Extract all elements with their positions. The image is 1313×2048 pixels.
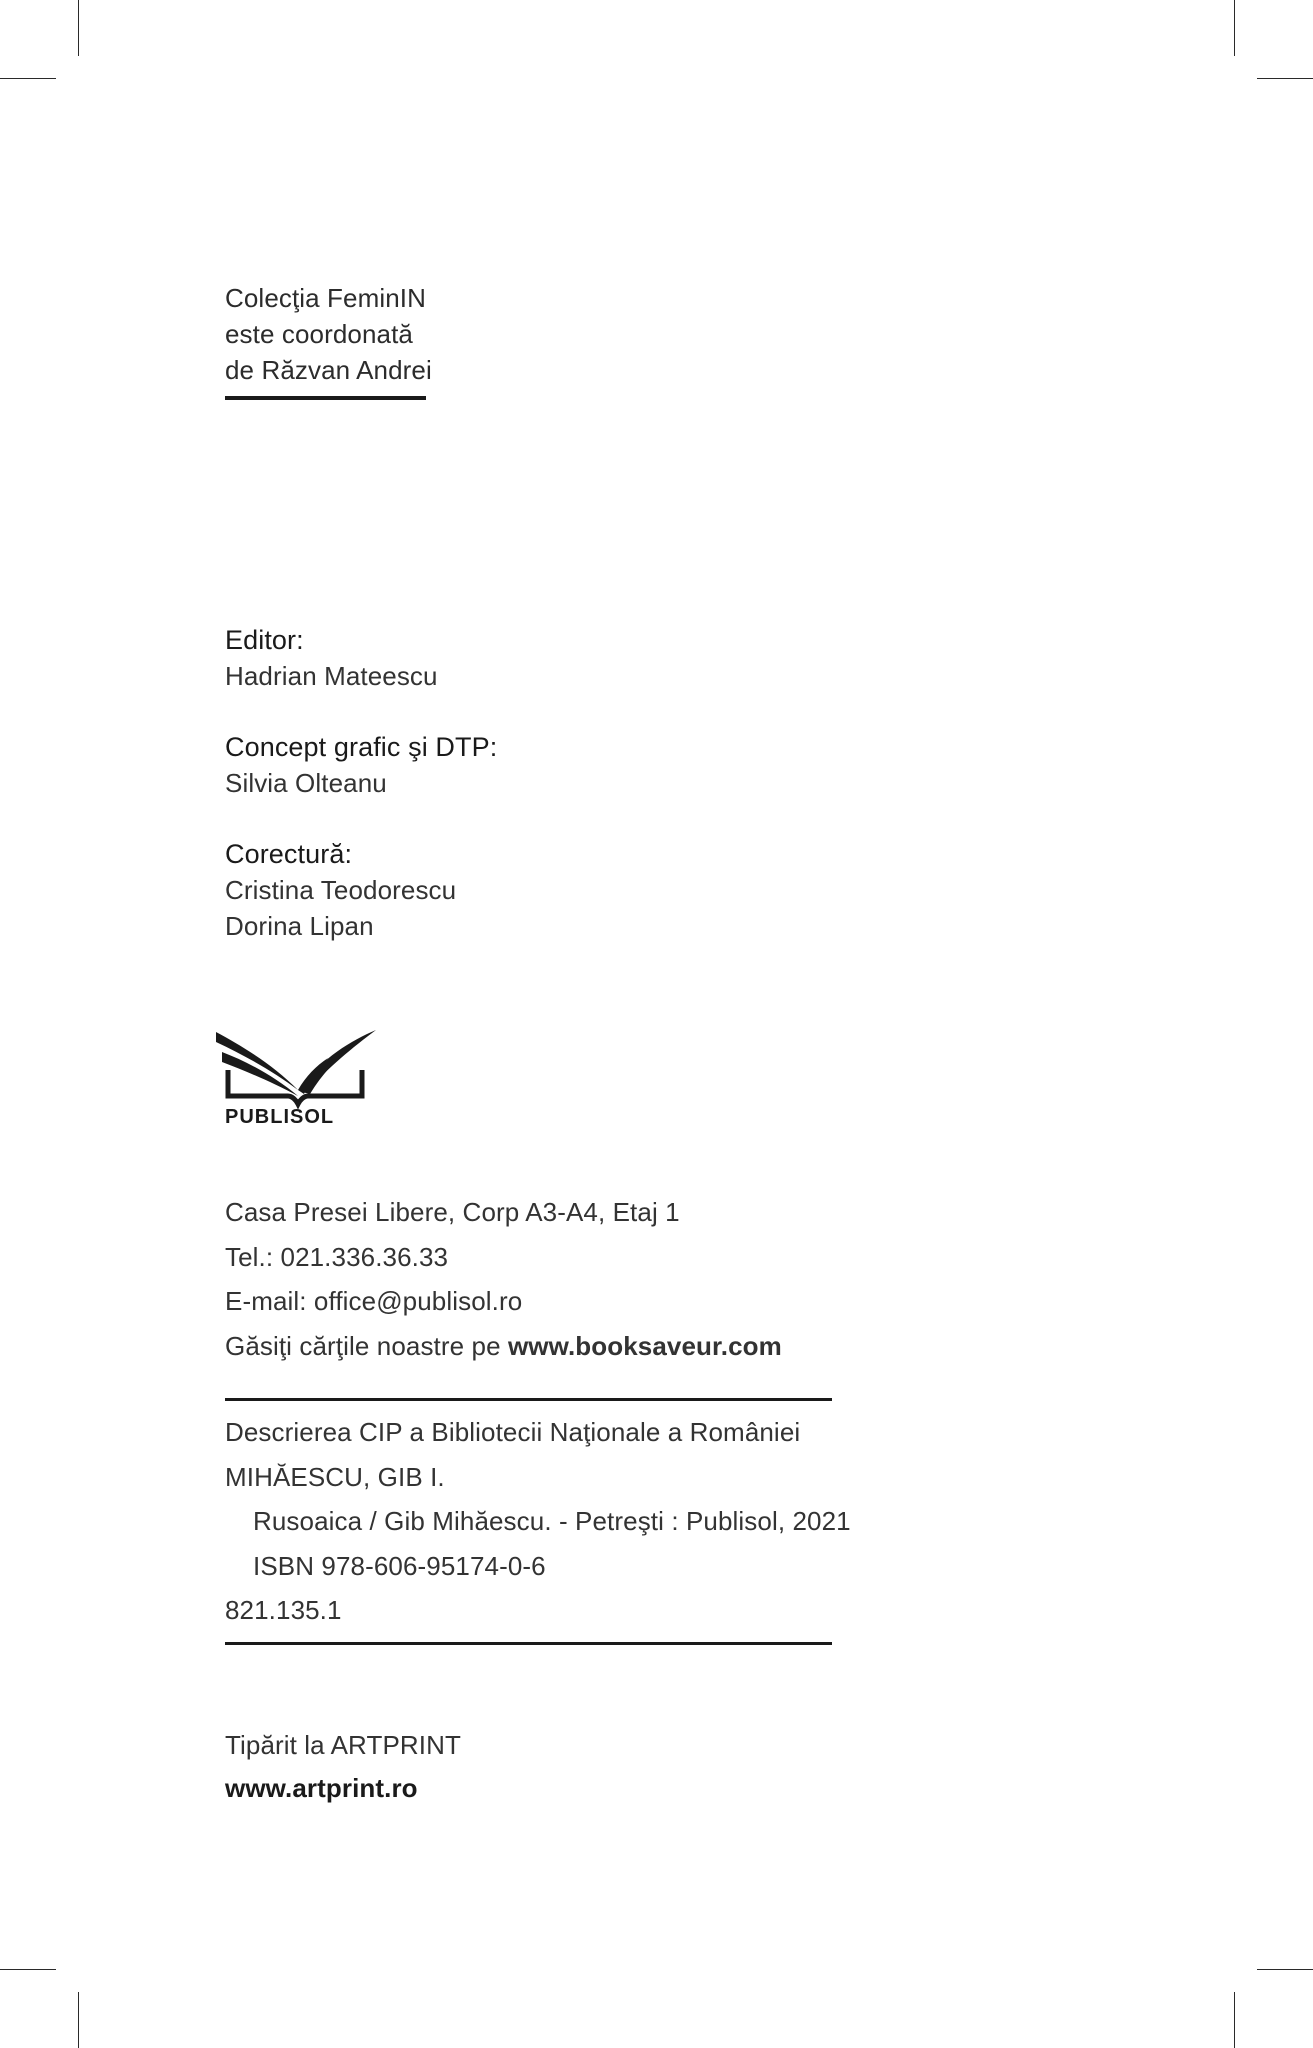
address: Casa Presei Libere, Corp A3-A4, Etaj 1 <box>225 1197 680 1227</box>
cip-isbn: ISBN 978-606-95174-0-6 <box>253 1550 546 1581</box>
publisher-contact <box>225 1190 782 1368</box>
crop-mark <box>1257 1969 1313 1970</box>
collection-line: este coordonată <box>225 319 413 349</box>
editor-label: Editor: <box>225 625 304 655</box>
find-books-line <box>225 1324 782 1369</box>
printer-info <box>225 1724 461 1810</box>
crop-mark <box>0 78 56 79</box>
divider <box>225 1642 832 1645</box>
crop-mark <box>78 1992 79 2048</box>
artprint-link[interactable]: www.artprint.ro <box>225 1773 418 1803</box>
crop-mark <box>1257 78 1313 79</box>
collection-note <box>225 280 432 400</box>
crop-mark <box>1234 0 1235 56</box>
cip-title: Descrierea CIP a Bibliotecii Naţionale a României <box>225 1417 801 1447</box>
crop-mark <box>1234 1992 1235 2048</box>
booksaveur-link[interactable]: www.booksaveur.com <box>507 1330 782 1361</box>
editor-name: Hadrian Mateescu <box>225 661 438 691</box>
credits <box>225 622 497 944</box>
cip-udc: 821.135.1 <box>225 1595 342 1625</box>
collection-line: Colecţia FeminIN <box>225 283 426 313</box>
divider <box>225 1398 832 1401</box>
phone: Tel.: 021.336.36.33 <box>225 1241 449 1272</box>
crop-mark <box>0 1969 56 1970</box>
crop-mark <box>78 0 79 56</box>
proof-name: Dorina Lipan <box>225 911 374 941</box>
printed-at: Tipărit la ARTPRINT <box>225 1730 461 1760</box>
design-label: Concept grafic şi DTP: <box>225 732 498 762</box>
collection-line: de Răzvan Andrei <box>225 355 432 385</box>
email: E-mail: office@publisol.ro <box>225 1286 523 1316</box>
proof-name: Cristina Teodorescu <box>225 875 457 905</box>
design-name: Silvia Olteanu <box>225 768 387 798</box>
proof-label: Corectură: <box>225 839 353 869</box>
publisher-logo-text: PUBLISOL <box>225 1106 335 1128</box>
cip-description <box>225 1410 851 1633</box>
cip-work: Rusoaica / Gib Mihăescu. - Petreşti : Publisol, 2021 <box>253 1506 851 1536</box>
divider <box>225 396 426 400</box>
find-books-prefix: Găsiţi cărţile noastre pe <box>225 1330 508 1361</box>
cip-author: MIHĂESCU, GIB I. <box>225 1461 445 1492</box>
